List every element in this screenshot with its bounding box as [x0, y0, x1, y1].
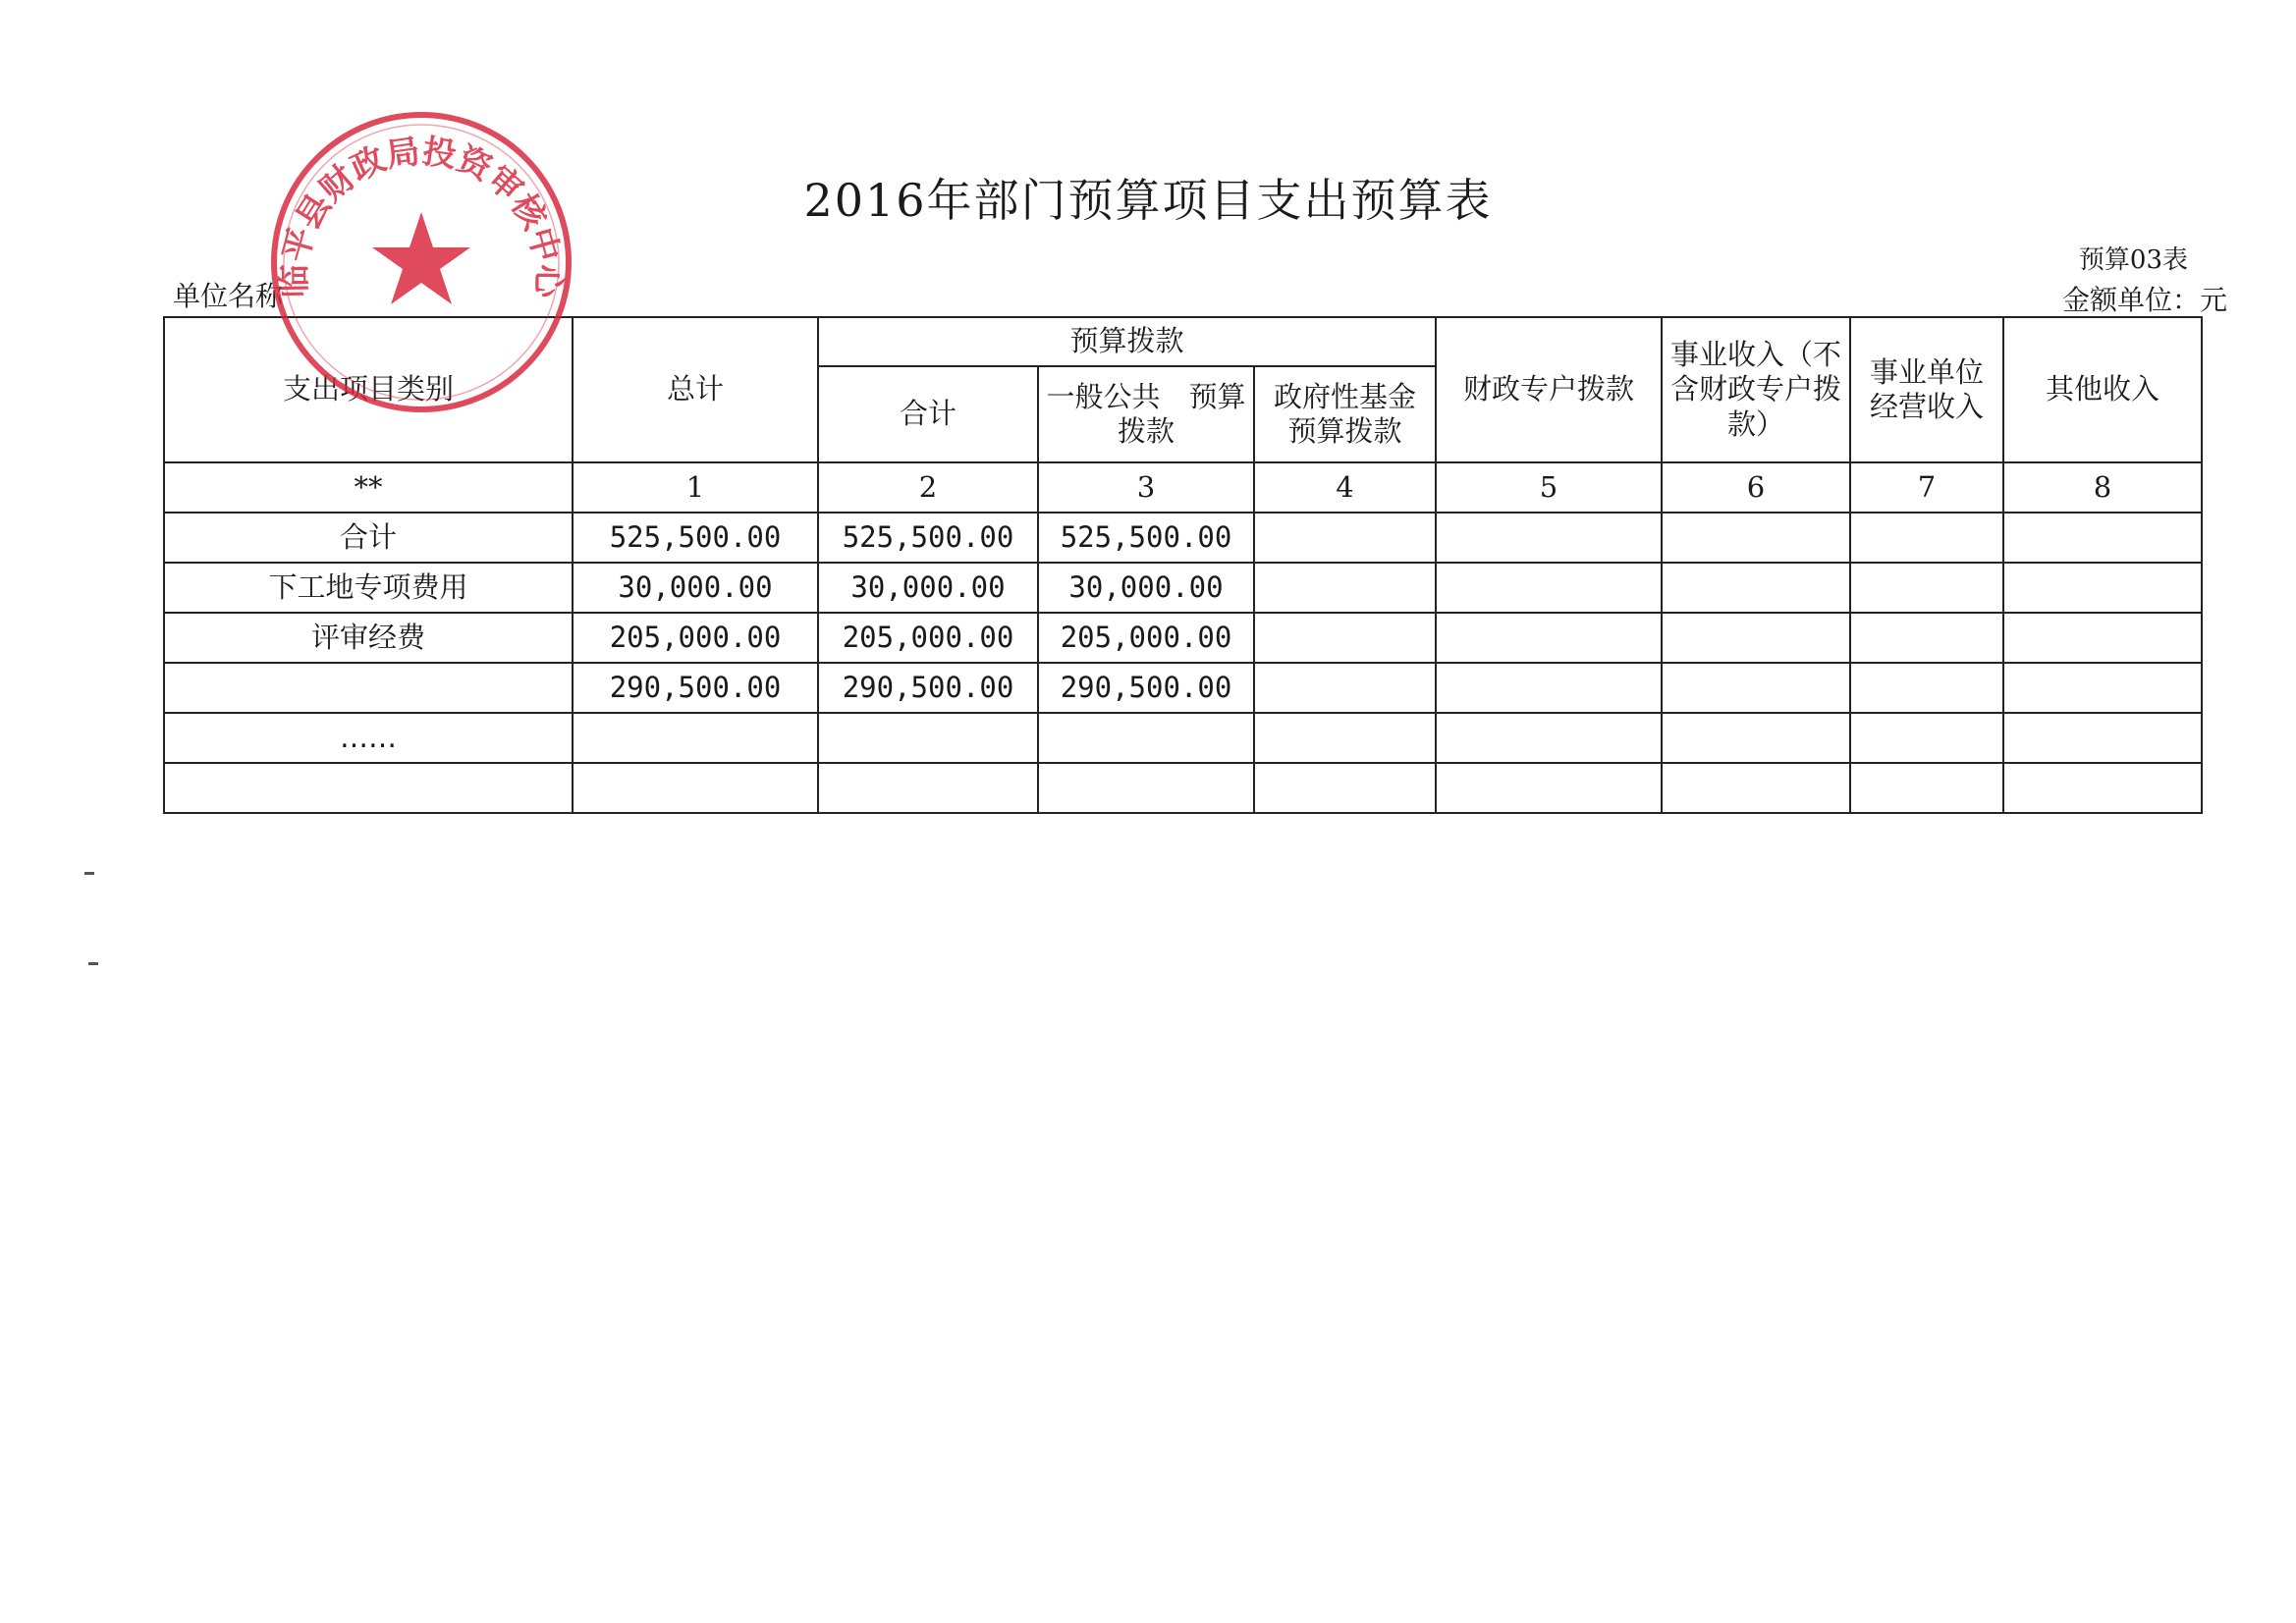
amount-cell: 205,000.00: [573, 613, 818, 663]
amount-cell: [1254, 563, 1436, 613]
amount-cell: [1254, 713, 1436, 763]
page-mark: [88, 962, 98, 965]
amount-cell: [1662, 563, 1850, 613]
header-business-income: 事业收入（不含财政专户拨款）: [1662, 317, 1850, 462]
amount-cell: [1254, 763, 1436, 813]
amount-cell: 525,500.00: [818, 513, 1038, 563]
amount-cell: [1436, 613, 1662, 663]
amount-cell: [1254, 663, 1436, 713]
amount-cell: 30,000.00: [573, 563, 818, 613]
amount-cell: [1436, 713, 1662, 763]
index-cell: 7: [1850, 462, 2003, 513]
amount-cell: 290,500.00: [818, 663, 1038, 713]
amount-cell: [818, 763, 1038, 813]
amount-cell: [1850, 663, 2003, 713]
amount-unit-label: 金额单位：元: [2061, 284, 2227, 316]
row-category-cell: [164, 763, 573, 813]
amount-cell: [1436, 663, 1662, 713]
amount-cell: [1850, 763, 2003, 813]
amount-cell: [1662, 513, 1850, 563]
index-row: [164, 462, 2202, 513]
amount-cell: [2003, 713, 2202, 763]
row-category-cell: 合计: [164, 513, 573, 563]
amount-cell: [1436, 563, 1662, 613]
amount-cell: [1850, 713, 2003, 763]
amount-cell: 525,500.00: [573, 513, 818, 563]
header-total: 总计: [573, 317, 818, 462]
index-cell: 5: [1436, 462, 1662, 513]
header-subtotal: 合计: [818, 366, 1038, 462]
amount-cell: [1254, 513, 1436, 563]
row-category-cell: [164, 663, 573, 713]
form-code: 预算03表: [2078, 245, 2188, 275]
header-budget-allocation: 预算拨款: [818, 317, 1436, 366]
amount-cell: [1850, 563, 2003, 613]
header-unit-operating: 事业单位经营收入: [1850, 317, 2003, 462]
index-cell: 6: [1662, 462, 1850, 513]
budget-table: [163, 316, 2203, 814]
amount-cell: 30,000.00: [818, 563, 1038, 613]
amount-cell: 205,000.00: [1038, 613, 1254, 663]
amount-cell: 30,000.00: [1038, 563, 1254, 613]
amount-cell: [2003, 763, 2202, 813]
row-category-cell: 评审经费: [164, 613, 573, 663]
amount-cell: [1662, 613, 1850, 663]
index-cell: 4: [1254, 462, 1436, 513]
amount-cell: [1038, 713, 1254, 763]
page-mark: [84, 872, 94, 875]
header-fiscal-special: 财政专户拨款: [1436, 317, 1662, 462]
page-title: 2016年部门预算项目支出预算表: [803, 174, 1493, 227]
org-name-label: 单位名称: [173, 280, 284, 312]
amount-cell: [573, 713, 818, 763]
table-row: [164, 513, 2202, 563]
seal-text: 临平县财政局投资审核中心: [274, 132, 569, 298]
amount-cell: 290,500.00: [1038, 663, 1254, 713]
header-gov-fund: 政府性基金预算拨款: [1254, 366, 1436, 462]
table-row: [164, 613, 2202, 663]
header-other-income: 其他收入: [2003, 317, 2202, 462]
amount-cell: [2003, 563, 2202, 613]
amount-cell: [1662, 713, 1850, 763]
amount-cell: 205,000.00: [818, 613, 1038, 663]
index-cell: 2: [818, 462, 1038, 513]
index-cell: **: [164, 462, 573, 513]
table-row: [164, 563, 2202, 613]
amount-cell: [1850, 613, 2003, 663]
amount-cell: [1436, 513, 1662, 563]
amount-cell: 525,500.00: [1038, 513, 1254, 563]
row-category-cell: 下工地专项费用: [164, 563, 573, 613]
table-row: [164, 713, 2202, 763]
amount-cell: [1038, 763, 1254, 813]
amount-cell: [1662, 663, 1850, 713]
row-category-cell: ……: [164, 713, 573, 763]
index-cell: 8: [2003, 462, 2202, 513]
amount-cell: [818, 713, 1038, 763]
index-cell: 1: [573, 462, 818, 513]
amount-cell: [2003, 613, 2202, 663]
amount-cell: [2003, 513, 2202, 563]
header-row-top: [164, 317, 2202, 366]
data-rows: [164, 513, 2202, 813]
table-row: [164, 763, 2202, 813]
amount-cell: [1436, 763, 1662, 813]
amount-cell: 290,500.00: [573, 663, 818, 713]
amount-cell: [1254, 613, 1436, 663]
amount-cell: [1662, 763, 1850, 813]
amount-cell: [2003, 663, 2202, 713]
amount-cell: [573, 763, 818, 813]
index-cell: 3: [1038, 462, 1254, 513]
header-general-public: 一般公共 预算拨款: [1038, 366, 1254, 462]
table-row: [164, 663, 2202, 713]
header-category: 支出项目类别: [164, 317, 573, 462]
amount-cell: [1850, 513, 2003, 563]
